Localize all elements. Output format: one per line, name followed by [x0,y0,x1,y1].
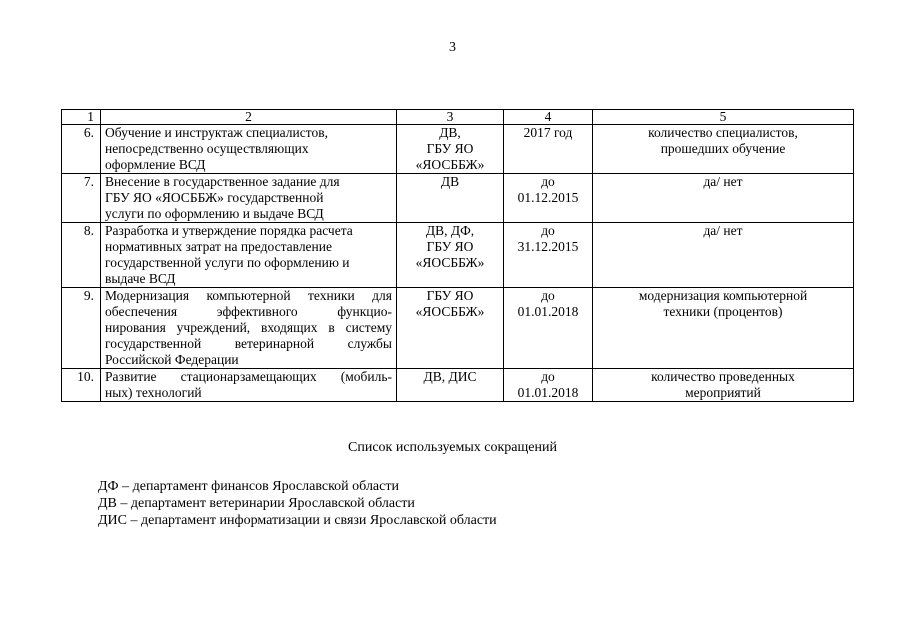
text-line: нирования учреждений, входящих в систему [105,320,392,335]
text-line: ных) технологий [105,385,202,400]
row-number: 10. [62,369,101,402]
abbreviations-list [98,478,497,529]
table-row [62,174,854,223]
text-line: 01.01.2018 [517,304,579,319]
deadline [504,288,593,369]
text-line: государственной ветеринарной службы [105,336,392,351]
indicator [593,369,854,402]
executor [397,369,504,402]
abbreviation-item: ДВ – департамент ветеринарии Ярославской области [98,496,415,511]
deadline [504,223,593,288]
row-number: 9. [62,288,101,369]
table-row [62,125,854,174]
text-line: ДВ, [439,125,461,140]
indicator [593,288,854,369]
header-cell-executor: 3 [397,110,504,125]
text-line: Внесение в государственное задание для [105,174,340,189]
text-line: 01.12.2015 [517,190,579,205]
abbreviation-item: ДИС – департамент информатизации и связи Ярославской области [98,513,497,528]
text-line: государственной услуги по оформлению и [105,255,350,270]
text-line: «ЯОСББЖ» [415,157,485,172]
text-line: количество специалистов, [648,125,798,140]
text-line: Российской Федерации [105,352,239,367]
text-line: ГБУ ЯО [426,239,474,254]
indicator [593,125,854,174]
executor [397,125,504,174]
text-line: Обучение и инструктаж специалистов, [105,125,328,140]
text-line: до [541,369,555,384]
text-line: 31.12.2015 [517,239,579,254]
text-line: техники (процентов) [663,304,783,319]
text-line: до [541,174,555,189]
table-header-row [62,110,854,125]
page-number: 3 [449,40,456,55]
indicator [593,174,854,223]
text-line: услуги по оформлению и выдаче ВСД [105,206,324,221]
row-number: 6. [62,125,101,174]
text-line: ГБУ ЯО «ЯОСББЖ» государственной [105,190,324,205]
table-row [62,288,854,369]
text-line: Развитие стационарзамещающих (мобиль- [105,369,392,384]
executor [397,288,504,369]
text-line: обеспечения эффективного функцио- [105,304,392,319]
deadline [504,174,593,223]
text-line: Модернизация компьютерной техники для [105,288,392,303]
header-cell-indicator: 5 [593,110,854,125]
deadline [504,125,593,174]
text-line: ДВ, ДИС [423,369,477,384]
text-line: оформление ВСД [105,157,206,172]
header-cell-term: 4 [504,110,593,125]
table-row [62,369,854,402]
row-number: 7. [62,174,101,223]
text-line: 2017 год [523,125,573,140]
executor [397,223,504,288]
text-line: до [541,288,555,303]
text-line: непосредственно осуществляющих [105,141,309,156]
text-line: выдаче ВСД [105,271,176,286]
text-line: модернизация компьютерной [638,288,808,303]
text-line: ДВ, ДФ, [425,223,475,238]
measure-description [101,125,397,174]
text-line: «ЯОСББЖ» [415,255,485,270]
text-line: ГБУ ЯО [426,141,474,156]
abbreviation-item: ДФ – департамент финансов Ярославской области [98,479,399,494]
header-cell-measure: 2 [101,110,397,125]
measure-description [101,288,397,369]
deadline [504,369,593,402]
text-line: ГБУ ЯО [426,288,474,303]
text-line: да/ нет [703,174,743,189]
header-cell-num: 1 [62,110,101,125]
text-line: мероприятий [685,385,761,400]
measure-description [101,369,397,402]
measure-description [101,223,397,288]
executor [397,174,504,223]
measure-description [101,174,397,223]
text-line: «ЯОСББЖ» [415,304,485,319]
text-line: ДВ [440,174,460,189]
text-line: Разработка и утверждение порядка расчета [105,223,353,238]
text-line: да/ нет [703,223,743,238]
text-line: количество проведенных [651,369,795,384]
text-line: нормативных затрат на предоставление [105,239,332,254]
abbreviations-title: Список используемых сокращений [348,440,557,455]
text-line: прошедших обучение [660,141,786,156]
row-number: 8. [62,223,101,288]
measures-table [61,109,854,402]
indicator [593,223,854,288]
table-row [62,223,854,288]
text-line: 01.01.2018 [517,385,579,400]
text-line: до [541,223,555,238]
